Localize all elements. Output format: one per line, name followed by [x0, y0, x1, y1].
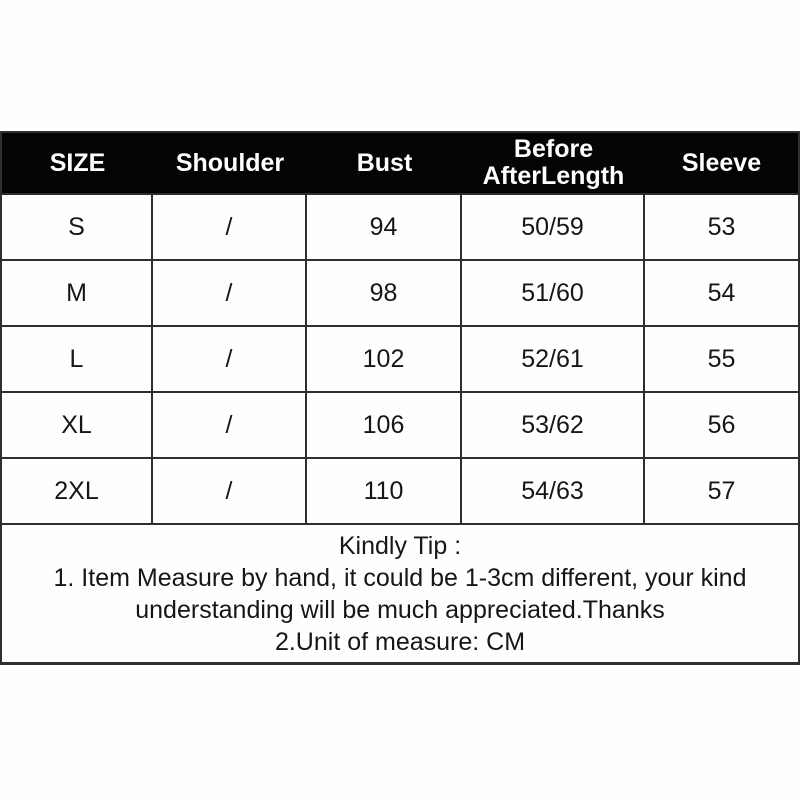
table-row-m	[2, 259, 798, 325]
cell-bust: 98	[307, 259, 462, 325]
cell-bust: 94	[307, 193, 462, 259]
cell-shoulder: /	[153, 457, 307, 523]
cell-bust: 110	[307, 457, 462, 523]
kindly-tip-box	[2, 523, 798, 662]
cell-before-after-length: 50/59	[462, 193, 645, 259]
cell-shoulder: /	[153, 391, 307, 457]
cell-before-after-length: 54/63	[462, 457, 645, 523]
header-label: Before	[513, 135, 594, 163]
cell-size: L	[2, 325, 153, 391]
header-cell-before-after-length	[462, 133, 645, 193]
tip-note-1: 1. Item Measure by hand, it could be 1-3cm different, your kind understanding will be much appreciated.Thanks	[53, 564, 747, 624]
tip-title: Kindly Tip :	[338, 532, 462, 560]
header-label: Sleeve	[681, 148, 762, 177]
cell-sleeve: 57	[645, 457, 798, 523]
cell-bust: 106	[307, 391, 462, 457]
cell-before-after-length: 53/62	[462, 391, 645, 457]
table-row-2xl	[2, 457, 798, 523]
cell-size: M	[2, 259, 153, 325]
cell-size: XL	[2, 391, 153, 457]
header-label: Bust	[356, 148, 413, 177]
cell-before-after-length: 52/61	[462, 325, 645, 391]
cell-before-after-length: 51/60	[462, 259, 645, 325]
cell-size: S	[2, 193, 153, 259]
cell-shoulder: /	[153, 325, 307, 391]
cell-sleeve: 53	[645, 193, 798, 259]
cell-sleeve: 56	[645, 391, 798, 457]
table-row-s	[2, 193, 798, 259]
table-header-row	[2, 133, 798, 193]
header-label-line2: AfterLength	[482, 162, 625, 190]
header-label: Shoulder	[175, 148, 285, 177]
header-label: SIZE	[49, 148, 106, 177]
table-row-xl	[2, 391, 798, 457]
header-cell-shoulder	[153, 133, 307, 193]
cell-sleeve: 55	[645, 325, 798, 391]
cell-bust: 102	[307, 325, 462, 391]
cell-shoulder: /	[153, 259, 307, 325]
table-row-l	[2, 325, 798, 391]
size-chart-table	[0, 131, 800, 665]
cell-sleeve: 54	[645, 259, 798, 325]
header-cell-size	[2, 133, 153, 193]
cell-size: 2XL	[2, 457, 153, 523]
cell-shoulder: /	[153, 193, 307, 259]
header-cell-bust	[307, 133, 462, 193]
tip-note-2: 2.Unit of measure: CM	[274, 628, 526, 656]
header-cell-sleeve	[645, 133, 798, 193]
